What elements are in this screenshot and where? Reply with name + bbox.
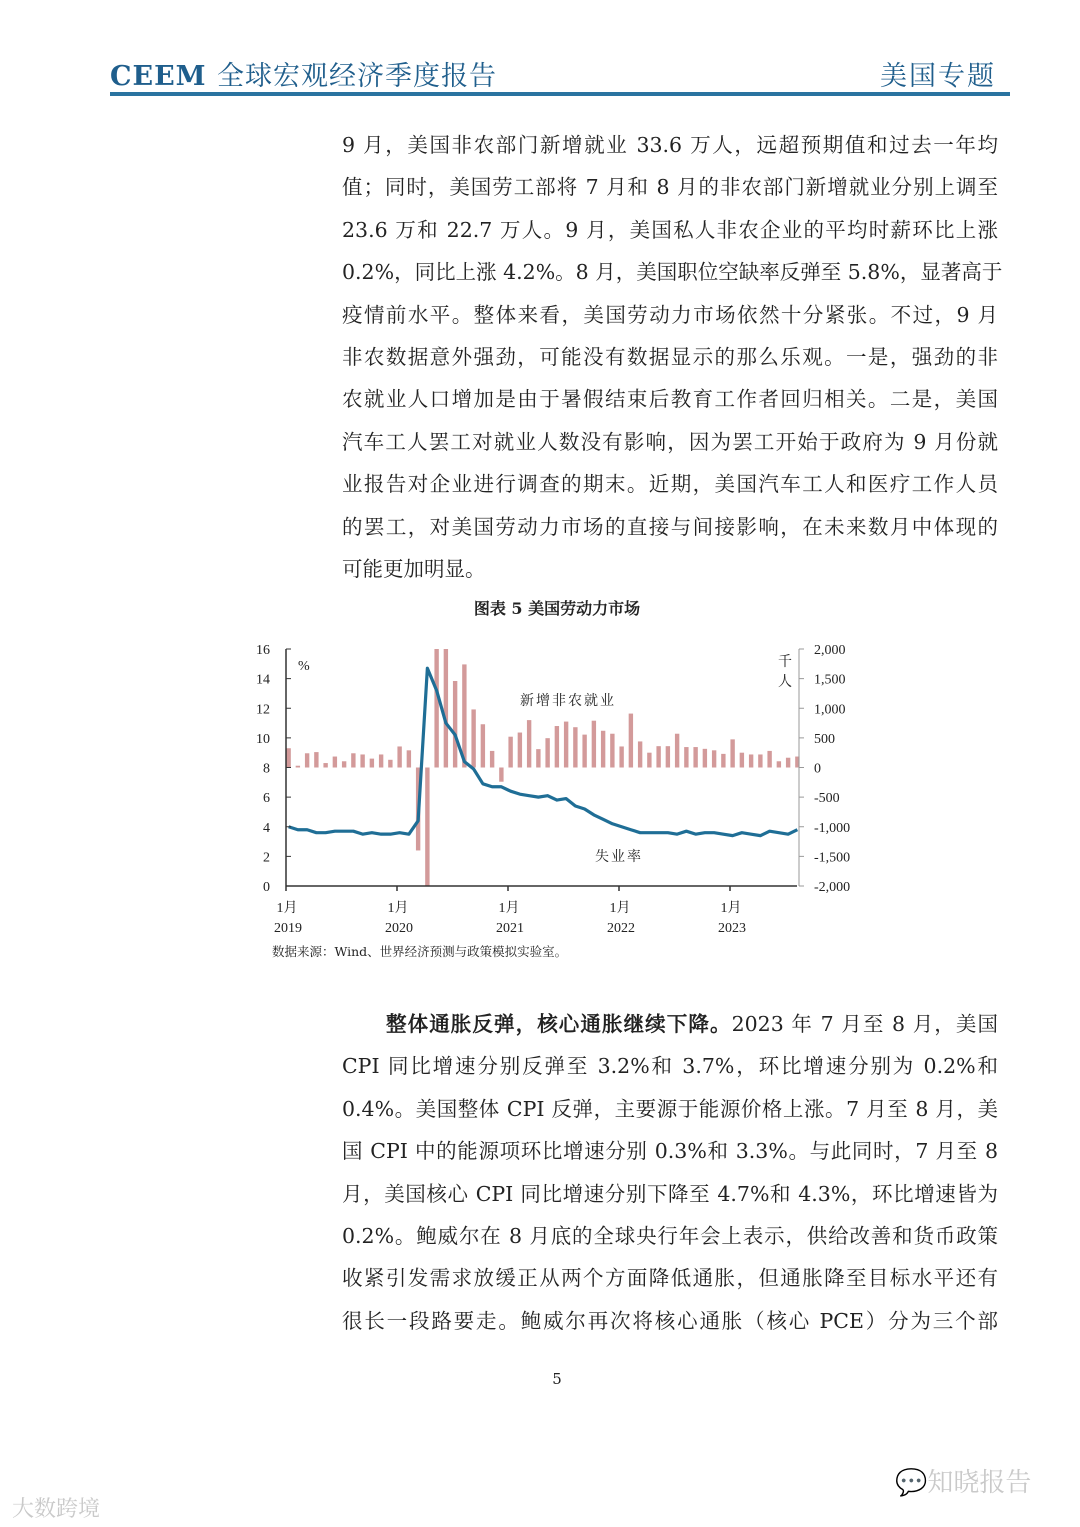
nonfarm-bar: [684, 747, 688, 767]
x-tick-year: 2021: [496, 921, 524, 936]
nonfarm-bar: [342, 761, 346, 767]
figure-source: 数据来源：Wind、世界经济预测与政策模拟实验室。: [272, 944, 568, 959]
nonfarm-bar: [693, 747, 697, 767]
nonfarm-bar: [749, 754, 753, 767]
x-tick-year: 2022: [607, 921, 635, 936]
text-line: 业报告对企业进行调查的期末。近期，美国汽车工人和医疗工作人员: [342, 472, 998, 497]
nonfarm-bar: [767, 751, 771, 768]
right-tick-label: 0: [814, 761, 821, 777]
nonfarm-bar: [333, 757, 337, 768]
right-tick-label: -2,000: [814, 880, 851, 895]
legend-unemployment: 失业率: [595, 850, 643, 865]
nonfarm-bar: [573, 727, 577, 767]
nonfarm-bar: [601, 731, 605, 768]
watermark-left: 大数跨境: [12, 1497, 101, 1522]
nonfarm-bar: [462, 664, 466, 767]
nonfarm-bar: [777, 761, 781, 767]
x-tick-year: 2023: [718, 921, 746, 936]
text-line: 的罢工，对美国劳动力市场的直接与间接影响，在未来数月中体现的: [342, 514, 998, 539]
nonfarm-bar: [656, 746, 660, 767]
x-tick-month: 1月: [609, 901, 631, 916]
x-tick-month: 1月: [276, 901, 298, 916]
nonfarm-bar: [703, 749, 707, 768]
nonfarm-bar: [730, 739, 734, 767]
legend-nonfarm: 新增非农就业: [520, 694, 616, 709]
watermark-right: [895, 1462, 1031, 1499]
text-line: 月，美国核心 CPI 同比增速分别下降至 4.7%和 4.3%，环比增速皆为: [342, 1181, 998, 1206]
nonfarm-bar: [499, 768, 503, 782]
right-tick-label: -1,000: [814, 820, 851, 836]
nonfarm-bar: [758, 754, 762, 767]
nonfarm-bar: [379, 754, 383, 767]
figure-caption: 图表 5 美国劳动力市场: [473, 599, 641, 618]
text-line: CPI 同比增速分别反弹至 3.2%和 3.7%，环比增速分别为 0.2%和: [342, 1054, 998, 1079]
nonfarm-bar: [721, 754, 725, 768]
brand: CEEM: [110, 61, 207, 92]
nonfarm-bar: [582, 735, 586, 768]
text-line: 农就业人口增加是由于暑假结束后教育工作者回归相关。二是，美国: [342, 387, 998, 412]
nonfarm-bar: [296, 766, 300, 768]
left-tick-label: 14: [256, 672, 270, 688]
text-line: 可能更加明显。: [342, 556, 486, 581]
x-tick-month: 1月: [498, 901, 520, 916]
right-axis-unit-2: 人: [778, 675, 792, 690]
x-tick-year: 2020: [385, 921, 413, 936]
nonfarm-bar: [397, 746, 401, 767]
nonfarm-bar: [786, 758, 790, 768]
left-tick-label: 12: [256, 702, 270, 718]
right-tick-label: 2,000: [814, 643, 846, 658]
left-tick-label: 16: [256, 643, 270, 658]
nonfarm-bar: [425, 768, 429, 887]
nonfarm-bar: [675, 734, 679, 768]
left-tick-label: 10: [256, 731, 270, 747]
text-line: 值；同时，美国劳工部将 7 月和 8 月的非农部门新增就业分别上调至: [342, 175, 998, 200]
right-tick-label: 500: [814, 731, 835, 747]
bold-lead: 整体通胀反弹，核心通胀继续下降。: [386, 1012, 732, 1036]
right-tick-label: 1,000: [814, 702, 846, 718]
left-axis-unit: %: [298, 659, 310, 674]
nonfarm-bar: [712, 750, 716, 767]
nonfarm-bar: [351, 753, 355, 767]
wechat-icon: 💬: [895, 1468, 928, 1498]
left-tick-label: 4: [263, 820, 270, 836]
right-tick-label: 1,500: [814, 672, 846, 688]
nonfarm-bar: [647, 753, 651, 768]
right-tick-label: -1,500: [814, 850, 851, 866]
nonfarm-bar: [508, 737, 512, 768]
report-name: 全球宏观经济季度报告: [216, 61, 497, 92]
left-tick-label: 6: [263, 791, 270, 807]
nonfarm-bar: [666, 746, 670, 767]
nonfarm-bar: [453, 681, 457, 768]
text-line: [342, 1003, 998, 1045]
text-line: 非农数据意外强劲，可能没有数据显示的那么乐观。一是，强劲的非: [342, 344, 998, 369]
nonfarm-bar: [360, 754, 364, 767]
nonfarm-bar: [564, 722, 568, 768]
text-line: 9 月，美国非农部门新增就业 33.6 万人，远超预期值和过去一年均: [342, 133, 998, 157]
left-tick-label: 8: [263, 761, 270, 777]
nonfarm-bar: [434, 649, 438, 768]
nonfarm-bar: [388, 760, 392, 768]
left-tick-label: 2: [263, 850, 270, 866]
right-axis-unit-1: 千: [778, 655, 792, 670]
nonfarm-bar: [305, 753, 309, 767]
nonfarm-bar: [527, 720, 531, 767]
text-line: 疫情前水平。整体来看，美国劳动力市场依然十分紧张。不过，9 月: [342, 302, 998, 327]
text-line: 0.2%，同比上涨 4.2%。8 月，美国职位空缺率反弹至 5.8%，显著高于: [342, 260, 1003, 285]
section-title: 美国专题: [880, 61, 996, 92]
x-tick-year: 2019: [274, 921, 302, 936]
nonfarm-bar: [536, 749, 540, 767]
text-line: 0.4%。美国整体 CPI 反弹，主要源于能源价格上涨。7 月至 8 月，美: [342, 1096, 998, 1121]
nonfarm-bar: [610, 734, 614, 768]
nonfarm-bar: [471, 709, 475, 767]
text-line: 很长一段路要走。鲍威尔再次将核心通胀（核心 PCE）分为三个部: [342, 1308, 998, 1333]
nonfarm-bar: [490, 751, 494, 768]
page-number: 5: [552, 1370, 562, 1388]
nonfarm-bar: [314, 752, 318, 767]
x-tick-month: 1月: [387, 901, 409, 916]
nonfarm-bar: [518, 733, 522, 768]
nonfarm-bar: [619, 746, 623, 767]
nonfarm-bar: [555, 726, 559, 767]
left-tick-label: 0: [263, 880, 270, 895]
right-tick-label: -500: [814, 791, 840, 807]
watermark-text: 知晓报告: [927, 1468, 1032, 1498]
nonfarm-bar: [370, 759, 374, 768]
nonfarm-bar: [629, 714, 633, 768]
nonfarm-bar: [592, 721, 596, 768]
text-line: 0.2%。鲍威尔在 8 月底的全球央行年会上表示，供给改善和货币政策: [342, 1223, 998, 1248]
text-line: 汽车工人罢工对就业人数没有影响，因为罢工开始于政府为 9 月份就: [342, 429, 998, 454]
nonfarm-bar: [638, 741, 642, 767]
nonfarm-bar: [545, 738, 549, 767]
text-span: 2023 年 7 月至 8 月，美国: [731, 1012, 998, 1036]
nonfarm-bar: [481, 724, 485, 767]
nonfarm-bar: [740, 753, 744, 768]
text-line: 国 CPI 中的能源项环比增速分别 0.3%和 3.3%。与此同时，7 月至 8: [342, 1139, 998, 1164]
nonfarm-bar: [444, 649, 448, 768]
paragraph-inflation: [342, 1003, 998, 1342]
nonfarm-bar: [407, 750, 411, 767]
nonfarm-bar: [286, 748, 290, 767]
x-tick-month: 1月: [720, 901, 742, 916]
text-line: 收紧引发需求放缓正从两个方面降低通胀，但通胀降至目标水平还有: [342, 1266, 998, 1291]
text-line: 23.6 万和 22.7 万人。9 月，美国私人非农企业的平均时薪环比上涨: [342, 217, 998, 242]
nonfarm-bar: [323, 763, 327, 767]
